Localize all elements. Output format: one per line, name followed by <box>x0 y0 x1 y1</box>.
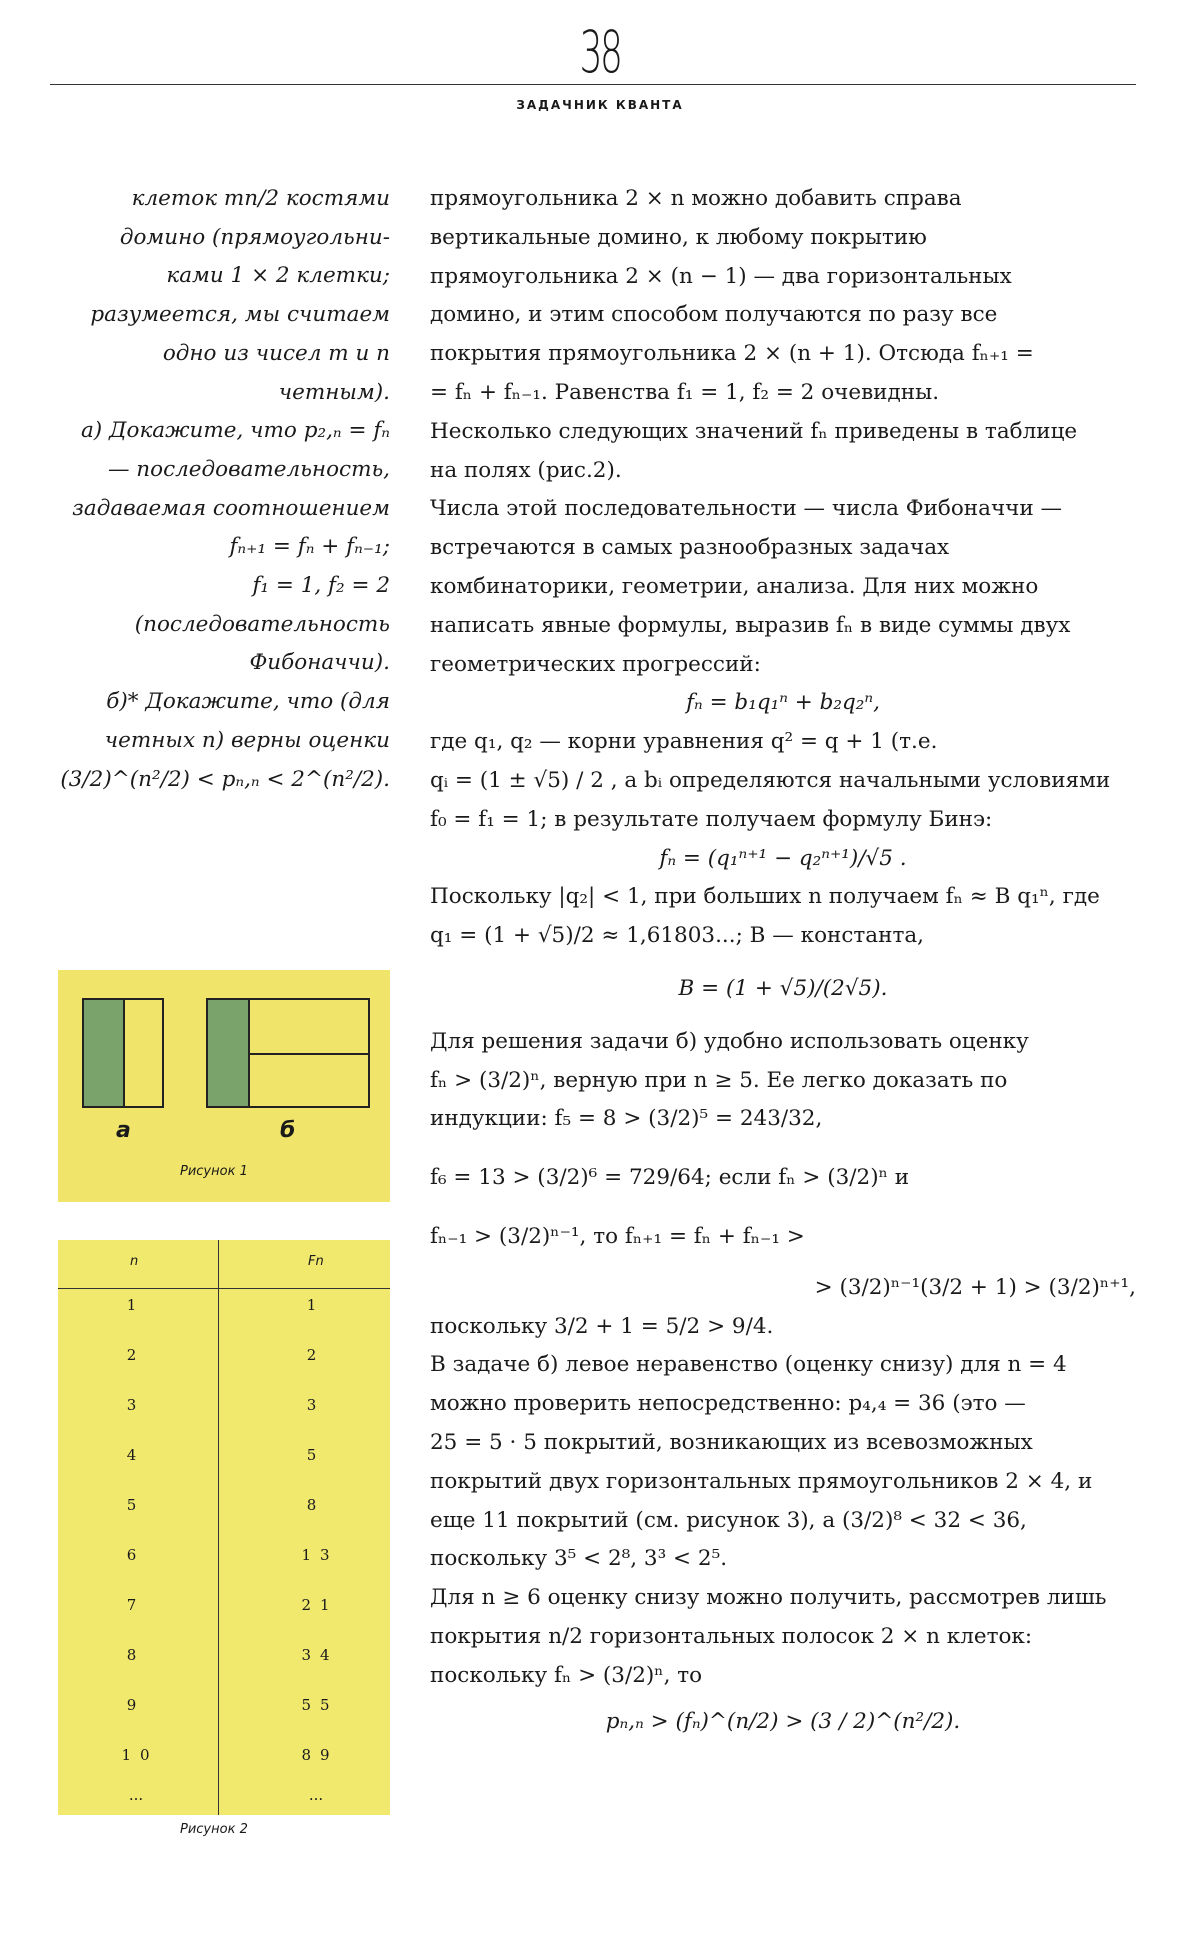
margin-line: (последовательность <box>134 611 390 637</box>
figure-label-a: а <box>116 1118 131 1143</box>
margin-line: четным). <box>278 379 390 405</box>
body-line: Для n ≥ 6 оценку снизу можно получить, рассмотрев лишь <box>430 1585 1107 1611</box>
body-line: домино, и этим способом получаются по разу все <box>430 302 998 328</box>
body-line: встречаются в самых разнообразных задачах <box>430 535 950 561</box>
margin-line: клеток mn/2 костями <box>131 186 390 211</box>
table-cell-n: 6 <box>126 1546 146 1564</box>
table-cell-n: 1 <box>126 1296 146 1314</box>
body-line: f₀ = f₁ = 1; в результате получаем формулу Бинэ: <box>430 806 993 832</box>
body-line: комбинаторики, геометрии, анализа. Для них можно <box>430 573 1039 599</box>
margin-line: четных n) верны оценки <box>104 727 390 753</box>
column-header-n: n <box>130 1254 139 1269</box>
figure-label-b: б <box>280 1118 296 1143</box>
body-line: В задаче б) левое неравенство (оценку снизу) для n = 4 <box>430 1352 1067 1378</box>
table-cell-n: ... <box>128 1786 144 1804</box>
figure-1 <box>58 970 390 1202</box>
table-cell-fn: 89 <box>301 1746 339 1764</box>
margin-column <box>50 180 390 799</box>
margin-line: задаваемая соотношением <box>72 495 390 521</box>
table-cell-fn: 8 <box>306 1496 326 1514</box>
domino-mixed <box>206 998 370 1108</box>
body-line: = fₙ + fₙ₋₁. Равенства f₁ = 1, f₂ = 2 очевидны. <box>430 379 940 405</box>
table-cell-fn: 1 <box>306 1296 326 1314</box>
figure-2-table <box>58 1240 390 1815</box>
body-line: покрытий двух горизонтальных прямоугольников 2 × 4, и <box>430 1468 1093 1494</box>
body-line: fₙ₋₁ > (3/2)ⁿ⁻¹, то fₙ₊₁ = fₙ + fₙ₋₁ > <box>430 1223 805 1249</box>
margin-line: — последовательность, <box>107 456 390 482</box>
table-cell-fn: 34 <box>301 1646 339 1664</box>
margin-line: б)* Докажите, что (для <box>106 689 390 715</box>
margin-line: f₁ = 1, f₂ = 2 <box>252 573 390 599</box>
table-cell-fn: 3 <box>306 1396 326 1414</box>
domino-divider <box>248 1053 368 1055</box>
table-cell-fn: 55 <box>301 1696 339 1714</box>
table-cell-n: 4 <box>126 1446 146 1464</box>
table-cell-fn: 2 <box>306 1346 326 1364</box>
table-cell-n: 3 <box>126 1396 146 1414</box>
margin-line: разумеется, мы считаем <box>90 302 390 328</box>
header-rule <box>50 84 1136 85</box>
figure-1-caption: Рисунок 1 <box>180 1164 248 1179</box>
margin-line: домино (прямоугольни- <box>119 224 390 250</box>
table-cell-n: 10 <box>121 1746 159 1764</box>
margin-line: ками 1 × 2 клетки; <box>166 263 390 289</box>
body-line: 25 = 5 · 5 покрытий, возникающих из всевозможных <box>430 1429 1033 1455</box>
body-line: q₁ = (1 + √5)/2 ≈ 1,61803...; B — константа, <box>430 923 924 949</box>
body-line: на полях (рис.2). <box>430 457 622 483</box>
table-cell-n: 8 <box>126 1646 146 1664</box>
green-domino <box>84 1000 123 1106</box>
body-line: прямоугольника 2 × (n − 1) — два горизонтальных <box>430 263 1012 289</box>
body-line: покрытия прямоугольника 2 × (n + 1). Отсюда fₙ₊₁ = <box>430 341 1034 367</box>
body-line: Поскольку |q₂| < 1, при больших n получаем fₙ ≈ B q₁ⁿ, где <box>430 884 1100 910</box>
equation: fₙ = b₁q₁ⁿ + b₂q₂ⁿ, <box>686 690 880 716</box>
table-cell-fn: 13 <box>301 1546 339 1564</box>
margin-line: а) Докажите, что p₂,ₙ = fₙ <box>80 418 390 444</box>
running-title: ЗАДАЧНИК КВАНТА <box>516 98 684 112</box>
table-cell-n: 2 <box>126 1346 146 1364</box>
main-column <box>430 180 1136 1742</box>
margin-line: Фибоначчи). <box>249 650 390 676</box>
figure-2-caption: Рисунок 2 <box>180 1822 248 1837</box>
table-cell-n: 5 <box>126 1496 146 1514</box>
equation: B = (1 + √5)/(2√5). <box>678 975 888 1001</box>
margin-line: (3/2)^(n²/2) < pₙ,ₙ < 2^(n²/2). <box>60 766 390 792</box>
column-header-fn: Fn <box>308 1254 324 1269</box>
table-divider-vertical <box>218 1240 219 1815</box>
table-cell-fn: ... <box>308 1786 324 1804</box>
body-line: вертикальные домино, к любому покрытию <box>430 224 927 250</box>
body-line: qᵢ = (1 ± √5) / 2 , а bᵢ определяются начальными условиями <box>430 767 1111 793</box>
equation: pₙ,ₙ > (fₙ)^(n/2) > (3 / 2)^(n²/2). <box>605 1709 961 1735</box>
equation: fₙ = (q₁ⁿ⁺¹ − q₂ⁿ⁺¹)/√5 . <box>659 845 907 871</box>
margin-line: одно из чисел m и n <box>162 340 390 366</box>
body-line: поскольку 3/2 + 1 = 5/2 > 9/4. <box>430 1313 774 1339</box>
page-number: 38 <box>579 18 621 86</box>
body-line: Несколько следующих значений fₙ приведены в таблице <box>430 418 1078 444</box>
body-line: f₆ = 13 > (3/2)⁶ = 729/64; если fₙ > (3/2)ⁿ и <box>430 1165 910 1191</box>
body-line: прямоугольника 2 × n можно добавить справа <box>430 186 962 211</box>
body-line: индукции: f₅ = 8 > (3/2)⁵ = 243/32, <box>430 1106 823 1132</box>
body-line: поскольку 3⁵ < 2⁸, 3³ < 2⁵. <box>430 1546 728 1572</box>
body-line: геометрических прогрессий: <box>430 651 761 677</box>
table-cell-n: 7 <box>126 1596 146 1614</box>
table-divider-horizontal <box>58 1288 390 1289</box>
body-line: где q₁, q₂ — корни уравнения q² = q + 1 (т.е. <box>430 729 938 755</box>
table-cell-fn: 21 <box>301 1596 339 1614</box>
table-cell-fn: 5 <box>306 1446 326 1464</box>
domino-vertical-pair <box>82 998 164 1108</box>
body-line: написать явные формулы, выразив fₙ в виде суммы двух <box>430 612 1071 638</box>
body-line: поскольку fₙ > (3/2)ⁿ, то <box>430 1662 703 1688</box>
body-line: > (3/2)ⁿ⁻¹(3/2 + 1) > (3/2)ⁿ⁺¹, <box>814 1274 1136 1300</box>
margin-line: fₙ₊₁ = fₙ + fₙ₋₁; <box>229 534 390 560</box>
domino-divider <box>123 1000 125 1106</box>
body-line: покрытия n/2 горизонтальных полосок 2 × n клеток: <box>430 1623 1033 1649</box>
body-line: Числа этой последовательности — числа Фибоначчи — <box>430 496 1063 522</box>
body-line: еще 11 покрытий (см. рисунок 3), а (3/2)⁸ < 32 < 36, <box>430 1507 1027 1533</box>
green-domino <box>208 1000 248 1106</box>
body-line: fₙ > (3/2)ⁿ, верную при n ≥ 5. Ее легко доказать по <box>430 1067 1008 1093</box>
body-line: можно проверить непосредственно: p₄,₄ = 36 (это — <box>430 1391 1026 1417</box>
table-cell-n: 9 <box>126 1696 146 1714</box>
body-line: Для решения задачи б) удобно использовать оценку <box>430 1028 1029 1054</box>
